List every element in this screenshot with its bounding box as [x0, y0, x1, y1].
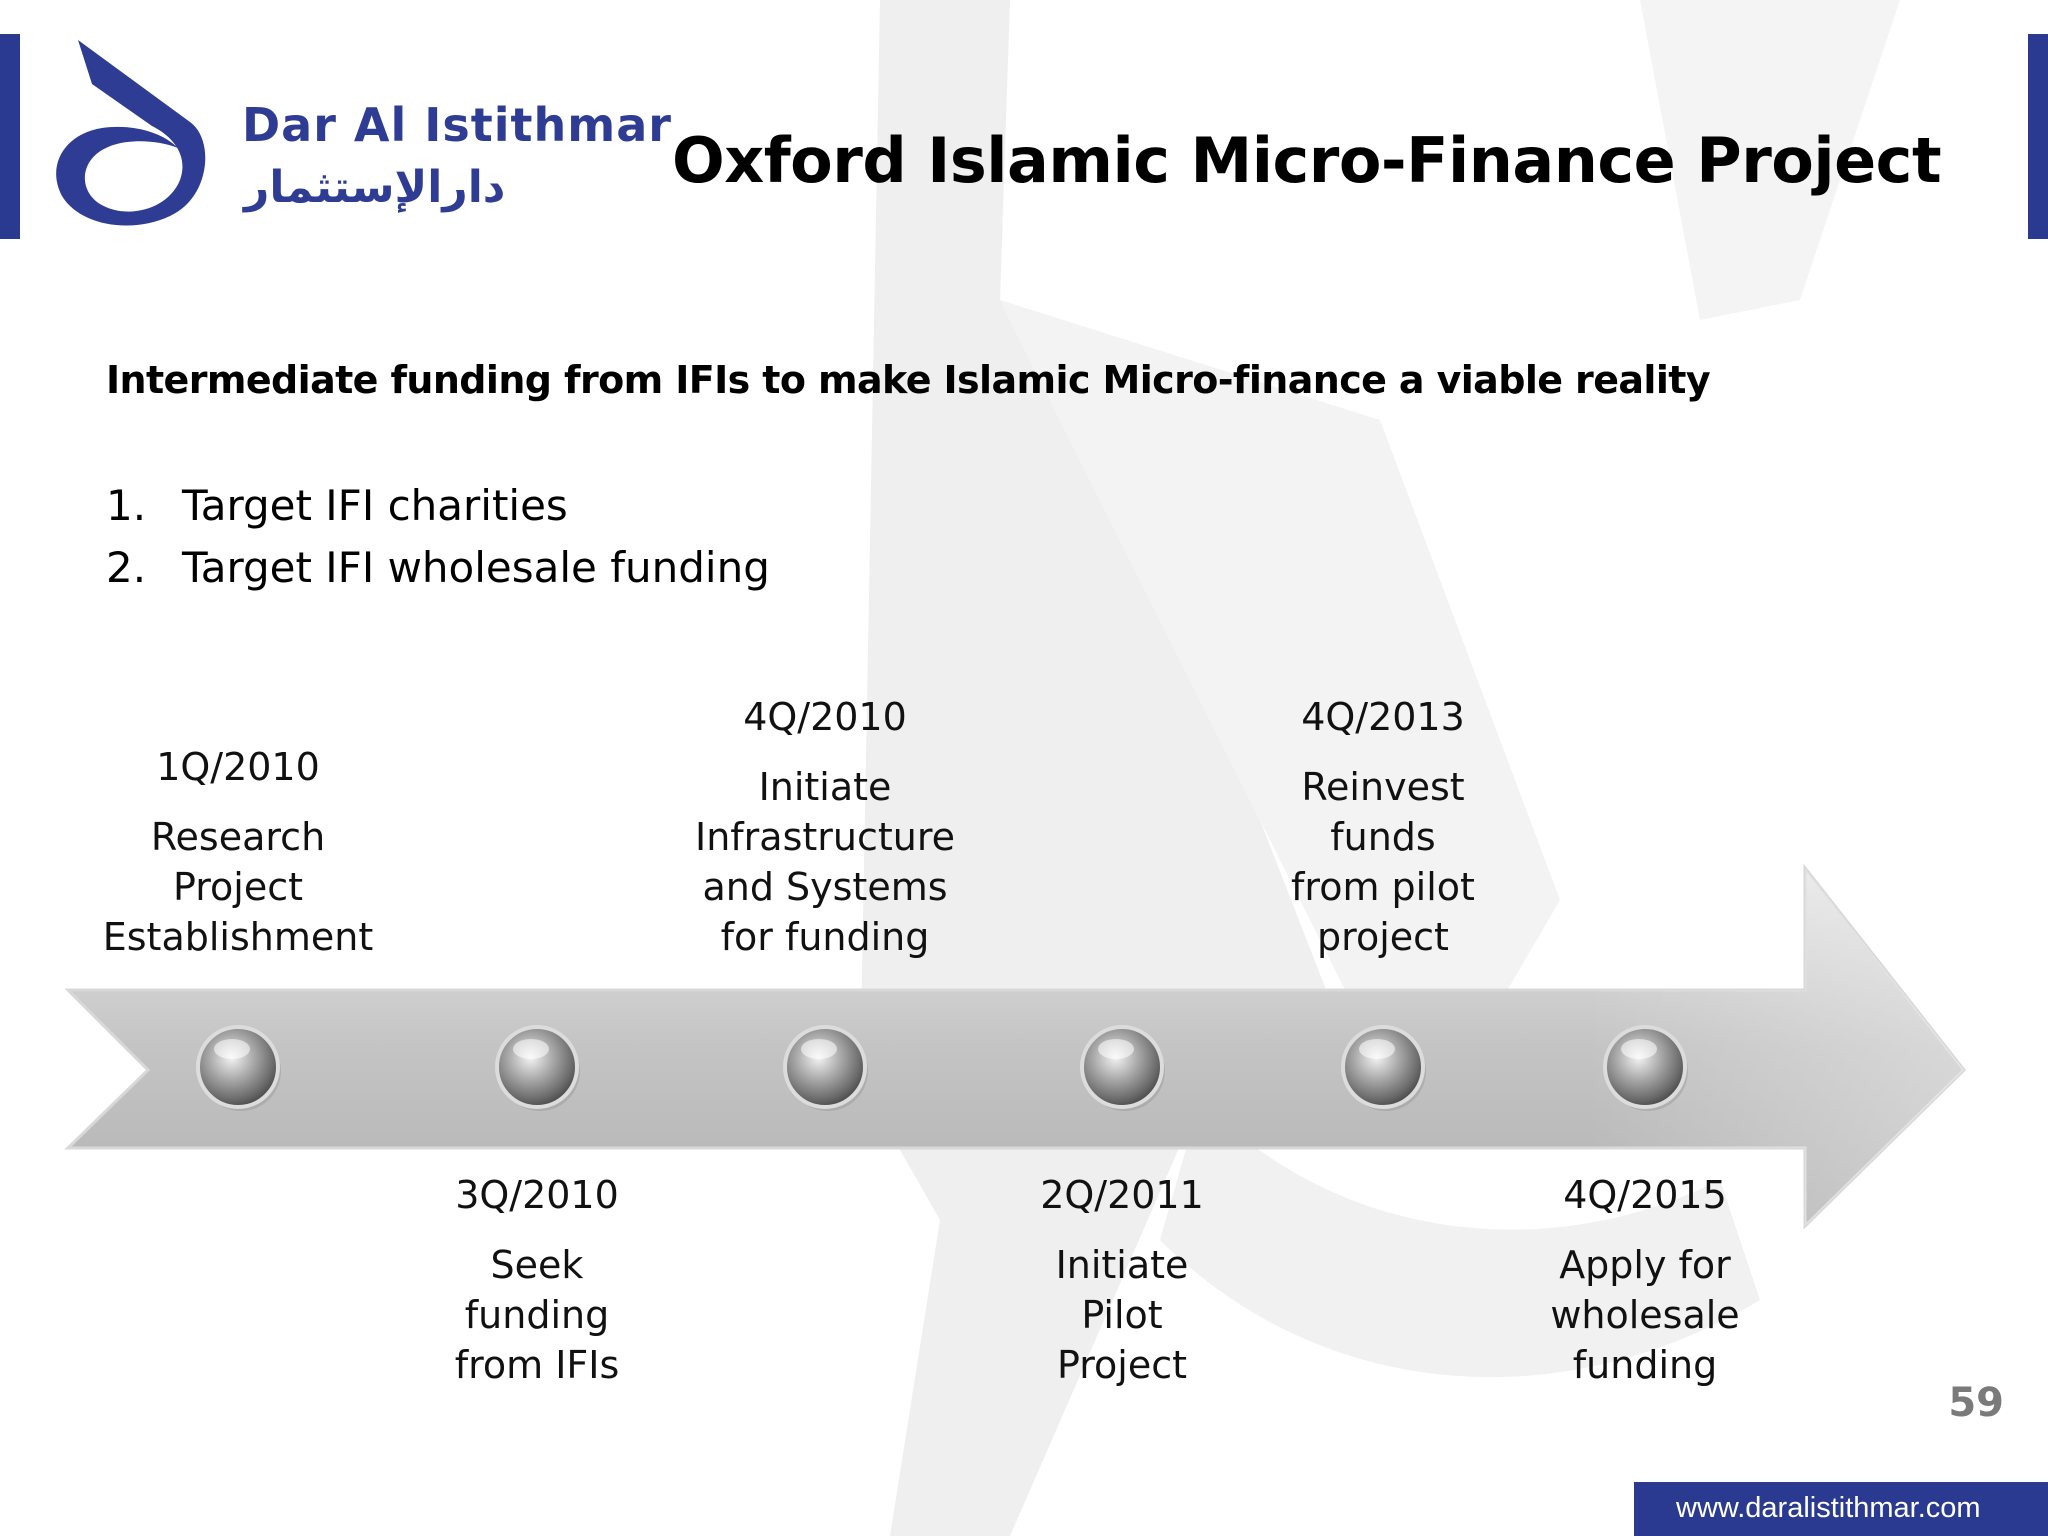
milestone-description [1495, 1240, 1795, 1390]
milestone-label [1495, 1170, 1795, 1390]
milestone-description-line: funding [1572, 1343, 1718, 1387]
milestone-description-line: project [1317, 915, 1449, 959]
target-text: Target IFI wholesale funding [182, 542, 770, 592]
milestone-date: 3Q/2010 [455, 1173, 619, 1217]
milestone-description [387, 1240, 687, 1390]
milestone-ball [785, 1027, 865, 1107]
milestone-label [1233, 692, 1533, 962]
milestone-description-line: Infrastructure [694, 815, 956, 859]
milestone-description-line: Project [172, 865, 303, 909]
milestone-description-line: wholesale [1550, 1293, 1740, 1337]
milestone-description [675, 762, 975, 962]
milestone-description [1233, 762, 1533, 962]
footer-url: www.daralistithmar.com [1676, 1492, 1981, 1524]
milestone-description-line: Initiate [1055, 1243, 1189, 1287]
milestone-date: 4Q/2010 [743, 695, 907, 739]
page-number: 59 [1948, 1380, 2004, 1426]
target-number: 1. [106, 480, 147, 530]
milestone-label [972, 1170, 1272, 1390]
milestone-label [675, 692, 975, 962]
milestone-description-line: and Systems [702, 865, 948, 909]
milestone-ball [1343, 1027, 1423, 1107]
milestone-date: 4Q/2015 [1563, 1173, 1727, 1217]
milestone-ball [497, 1027, 577, 1107]
milestone-description-line: Seek [490, 1243, 584, 1287]
milestone-ball [1082, 1027, 1162, 1107]
milestone-description-line: Establishment [102, 915, 374, 959]
milestone-description-line: Project [1056, 1343, 1187, 1387]
milestone-description-line: funding [464, 1293, 610, 1337]
milestone-description-line: Reinvest [1301, 765, 1465, 809]
slide-subtitle: Intermediate funding from IFIs to make Islamic Micro-finance a viable reality [106, 358, 1710, 402]
logo-name-english: Dar Al Istithmar [242, 98, 672, 152]
milestone-description-line: Initiate [758, 765, 892, 809]
target-number: 2. [106, 542, 147, 592]
milestone-description-line: for funding [720, 915, 930, 959]
milestone-label [88, 742, 388, 962]
milestone-marker [198, 1027, 281, 1111]
slide-title: Oxford Islamic Micro-Finance Project [672, 124, 1942, 197]
milestone-description-line: from pilot [1291, 865, 1475, 909]
milestone-date: 4Q/2013 [1301, 695, 1465, 739]
milestone-label [387, 1170, 687, 1390]
milestone-description-line: funds [1330, 815, 1436, 859]
milestone-description [88, 812, 388, 962]
milestone-description [972, 1240, 1272, 1390]
milestone-ball [1605, 1027, 1685, 1107]
milestone-description-line: Pilot [1081, 1293, 1163, 1337]
milestone-marker [1605, 1027, 1688, 1111]
milestone-marker [785, 1027, 868, 1111]
milestone-ball [198, 1027, 278, 1107]
milestone-marker [497, 1027, 580, 1111]
logo-name-arabic: دارالإستثمار [244, 162, 506, 213]
milestone-date: 2Q/2011 [1040, 1173, 1204, 1217]
footer-bar [1634, 1482, 2048, 1536]
milestone-marker [1082, 1027, 1165, 1111]
milestone-description-line: Research [150, 815, 326, 859]
target-text: Target IFI charities [182, 480, 568, 530]
milestone-description-line: Apply for [1559, 1243, 1731, 1287]
milestone-date: 1Q/2010 [156, 745, 320, 789]
milestone-marker [1343, 1027, 1426, 1111]
milestone-description-line: from IFIs [454, 1343, 620, 1387]
